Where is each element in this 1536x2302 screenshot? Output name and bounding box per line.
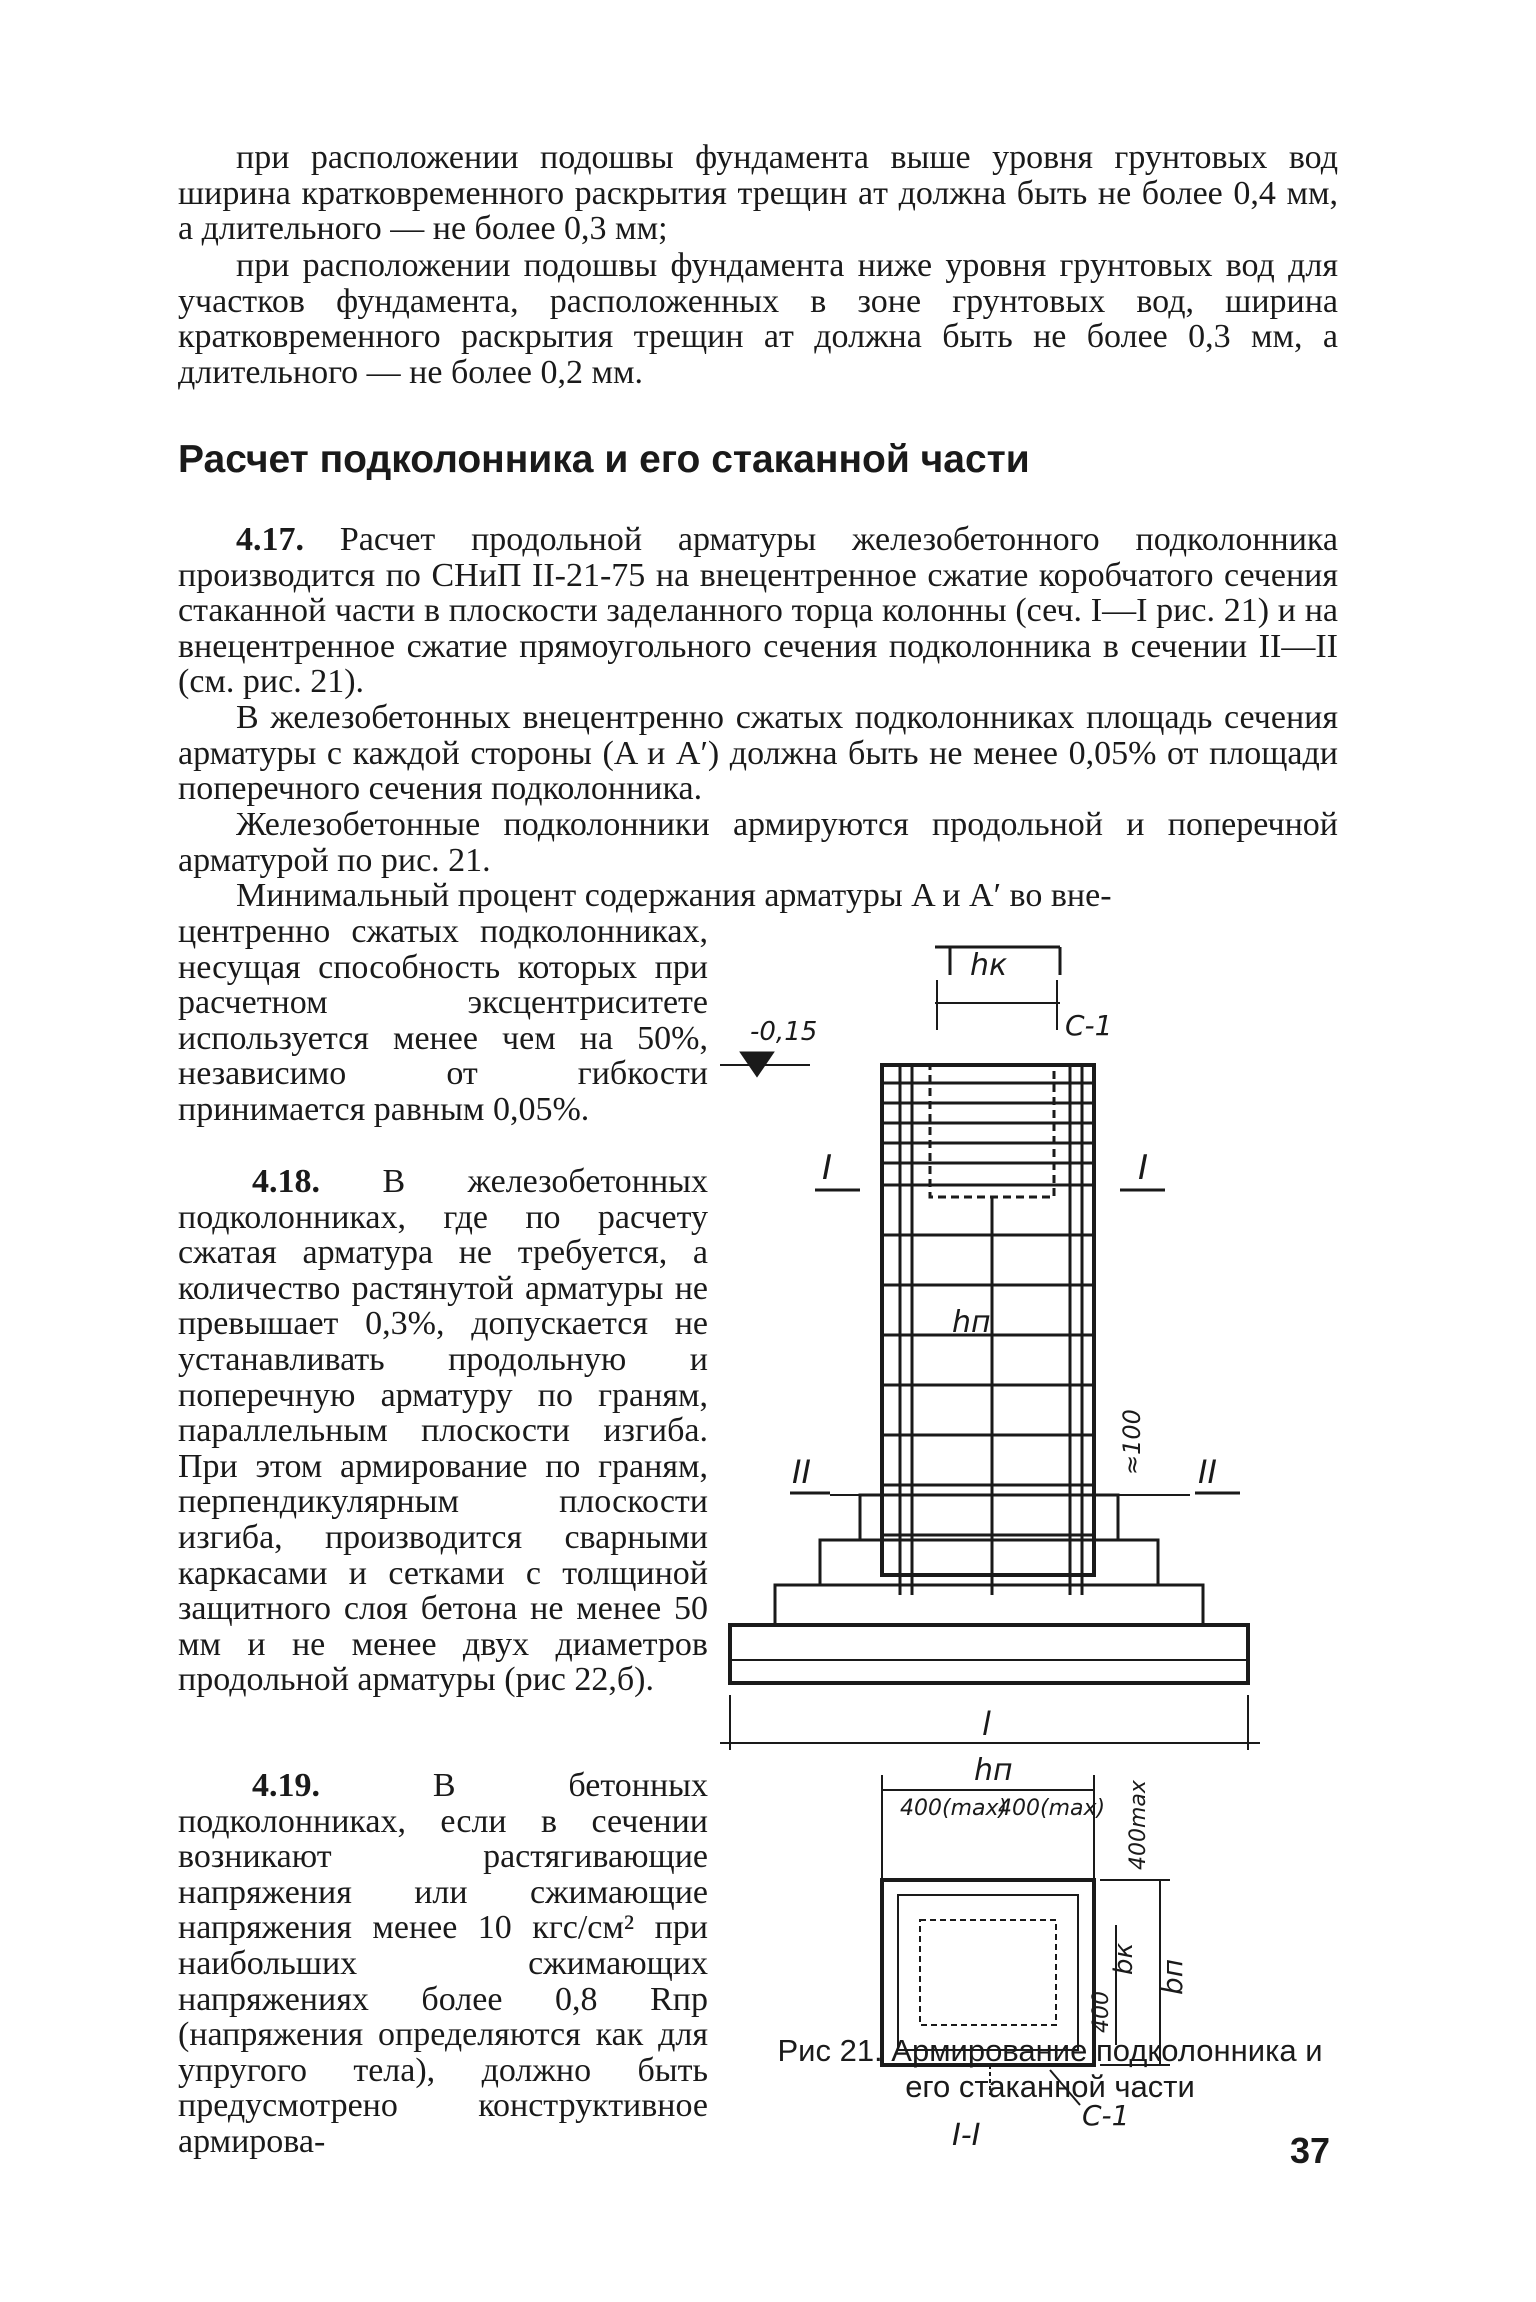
clause-4-17-paragraph-3: Железобетонные подколонники армируются продольной и поперечной арматурой по рис. 21. [178, 806, 1338, 879]
label-hp: hп [952, 1305, 991, 1340]
label-c1-top: С-1 [1065, 1009, 1113, 1042]
clause-number: 4.18. [252, 1163, 320, 1200]
label-l: l [982, 1705, 991, 1743]
label-100: ≈100 [1118, 1409, 1146, 1475]
section-title: Расчет подколонника и его стаканной части [178, 438, 1030, 481]
clause-4-17-paragraph-4-rest: центренно сжатых подколонниках, несущая способность которых при расчетном эксцентриситете используется менее чем на 50%, независимо от гибкости принимается равным 0,05%. [178, 913, 708, 1128]
label-400: 400 [1089, 1991, 1114, 2033]
intro-paragraph-2: при расположении подошвы фундамента ниже уровня грунтовых вод для участков фундамента, расположенных в зоне грунтовых вод, ширина кратковременного раскрытия трещин aт должна быть не более 0,3 мм, а длительного — не более 0,2 мм. [178, 247, 1338, 391]
page-number: 37 [1290, 2130, 1331, 2171]
label-section-I-right: I [1138, 1148, 1149, 1188]
clause-text: В железобетонных подколонниках, где по расчету сжатая арматура не требуется, а количество растянутой арматуры не превышает 0,3%, допускается не устанавливать продольную и поперечную арматуру по граням, параллельным плоскости изгиба. При этом армирование по граням, перпендикулярным плоскости изгиба, производится сварными каркасами и сетками с толщиной защитного слоя бетона не менее 50 мм и не менее двух диаметров продольной арматуры (рис 22,б). [178, 1163, 708, 1699]
label-section-II-right: II [1198, 1453, 1217, 1491]
figure-caption: Рис 21. Армирование подколонника и его стаканной части [777, 2033, 1323, 2104]
label-section-I-left: I [822, 1148, 833, 1188]
label-section-II-left: II [792, 1453, 811, 1491]
label-hk: hк [970, 948, 1008, 983]
clause-number: 4.19. [252, 1767, 320, 1804]
clause-text: Расчет продольной арматуры железобетонного подколонника производится по СНиП II-21-75 на внецентренное сжатие коробчатого сечения стаканной части в плоскости заделанного торца колонны (сеч. I—I рис. 21) и на внецентренное сжатие прямоугольного сечения подколонника в сечении II—II (см. рис. 21). [178, 521, 1339, 700]
clause-4-19 [178, 1768, 708, 2160]
label-hp-plan: hп [974, 1753, 1013, 1788]
label-400-b: 400(max) [998, 1796, 1106, 1821]
clause-text: В бетонных подколонниках, если в сечении возникают растягивающие напряжения или сжимающие напряжения менее 10 кгс/см² при наибольших сжимающих напряжениях более 0,8 Rпр (напряжения определяются как для упругого тела), должно быть предусмотрено конструктивное армирова- [178, 1767, 709, 2160]
label-400max: 400max [1126, 1780, 1151, 1870]
clause-4-17-paragraph-4-lead: Минимальный процент содержания арматуры A и A′ во вне- [236, 877, 1112, 914]
clause-4-17 [178, 522, 1338, 700]
label-bp: bп [1156, 1958, 1189, 1995]
clause-number: 4.17. [236, 521, 304, 558]
label-section-I-I: I-I [952, 2118, 981, 2153]
label-400-a: 400(max) [900, 1796, 1008, 1821]
label-bk: bк [1109, 1942, 1139, 1975]
intro-paragraph-1: при расположении подошвы фундамента выше уровня грунтовых вод ширина кратковременного раскрытия трещин aт должна быть не более 0,4 мм, а длительного — не более 0,3 мм; [178, 139, 1338, 247]
label-c1-bottom: С-1 [1082, 2099, 1130, 2132]
clause-4-18 [178, 1164, 708, 1698]
label-level: -0,15 [750, 1017, 818, 1047]
glass-recess [930, 1065, 1054, 1197]
clause-4-17-paragraph-2: В железобетонных внецентренно сжатых подколонниках площадь сечения арматуры с каждой стороны (A и A′) должна быть не менее 0,05% от площади поперечного сечения подколонника. [178, 699, 1338, 807]
